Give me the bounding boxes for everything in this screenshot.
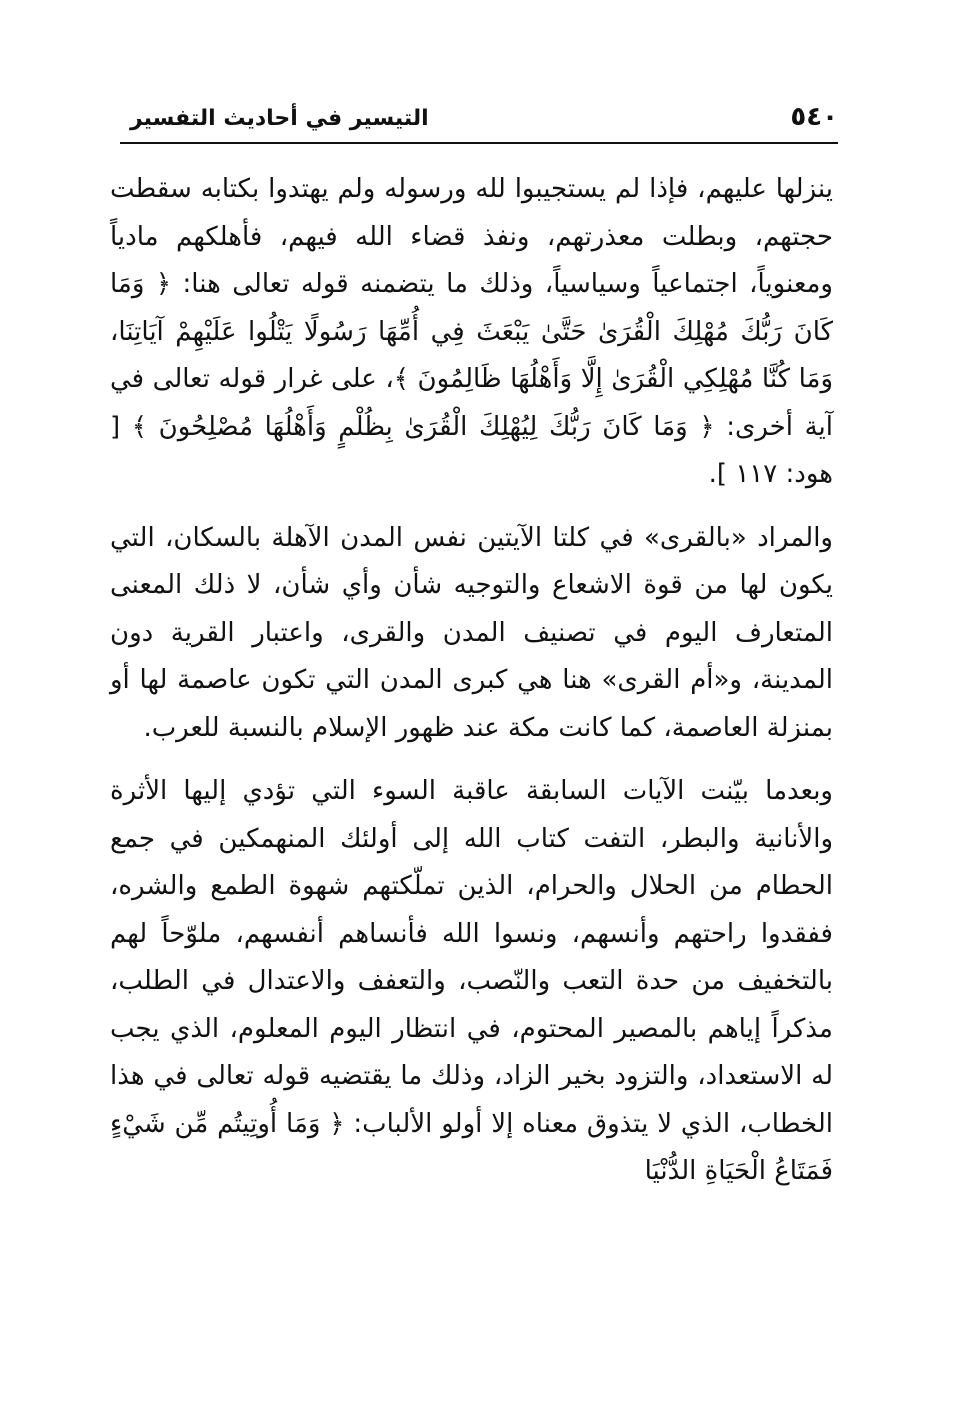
page-number: ٥٤٠: [790, 102, 838, 132]
body-text: [110, 166, 833, 1196]
page-header: [120, 102, 838, 142]
paragraph: ينزلها عليهم، فإذا لم يستجيبوا لله ورسوله ولم يهتدوا بكتابه سقطت حجتهم، وبطلت معذرتهم، ونفذ قضاء الله فيهم، فأهلكهم مادياً ومعنوياً، اجتماعياً وسياسياً، وذلك ما يتضمنه قوله تعالى هنا: ﴿ وَمَا كَانَ رَبُّكَ مُهْلِكَ الْقُرَىٰ حَتَّىٰ يَبْعَثَ فِي أُمِّهَا رَسُولًا يَتْلُوا عَلَيْهِمْ آيَاتِنَا، وَمَا كُنَّا مُهْلِكِي الْقُرَىٰ إِلَّا وَأَهْلُهَا ظَالِمُونَ ﴾، على غرار قوله تعالى في آية أخرى: ﴿ وَمَا كَانَ رَبُّكَ لِيُهْلِكَ الْقُرَىٰ بِظُلْمٍ وَأَهْلُهَا مُصْلِحُونَ ﴾ [ هود: ١١٧ ].: [110, 174, 833, 489]
paragraph: وبعدما بيّنت الآيات السابقة عاقبة السوء التي تؤدي إليها الأثرة والأنانية والبطر، التفت كتاب الله إلى أولئك المنهمكين في جمع الحطام من الحلال والحرام، الذين تملّكتهم شهوة الطمع والشره، ففقدوا راحتهم وأنسهم، ونسوا الله فأنساهم أنفسهم، ملوّحاً لهم بالتخفيف من حدة التعب والنّصب، والتعفف والاعتدال في الطلب، مذكراً إياهم بالمصير المحتوم، في انتظار اليوم المعلوم، الذي يجب له الاستعداد، والتزود بخير الزاد، وذلك ما يقتضيه قوله تعالى في هذا الخطاب، الذي لا يتذوق معناه إلا أولو الألباب: ﴿ وَمَا أُوتِيتُم مِّن شَيْءٍ فَمَتَاعُ الْحَيَاةِ الدُّنْيَا: [110, 776, 833, 1186]
header-divider: [120, 142, 838, 144]
running-title: التيسير في أحاديث التفسير: [130, 106, 429, 131]
paragraph: والمراد «بالقرى» في كلتا الآيتين نفس المدن الآهلة بالسكان، التي يكون لها من قوة الاشعاع والتوجيه شأن وأي شأن، لا ذلك المعنى المتعارف اليوم في تصنيف المدن والقرى، واعتبار القرية دون المدينة، و«أم القرى» هنا هي كبرى المدن التي تكون عاصمة لها أو بمنزلة العاصمة، كما كانت مكة عند ظهور الإسلام بالنسبة للعرب.: [110, 522, 833, 743]
